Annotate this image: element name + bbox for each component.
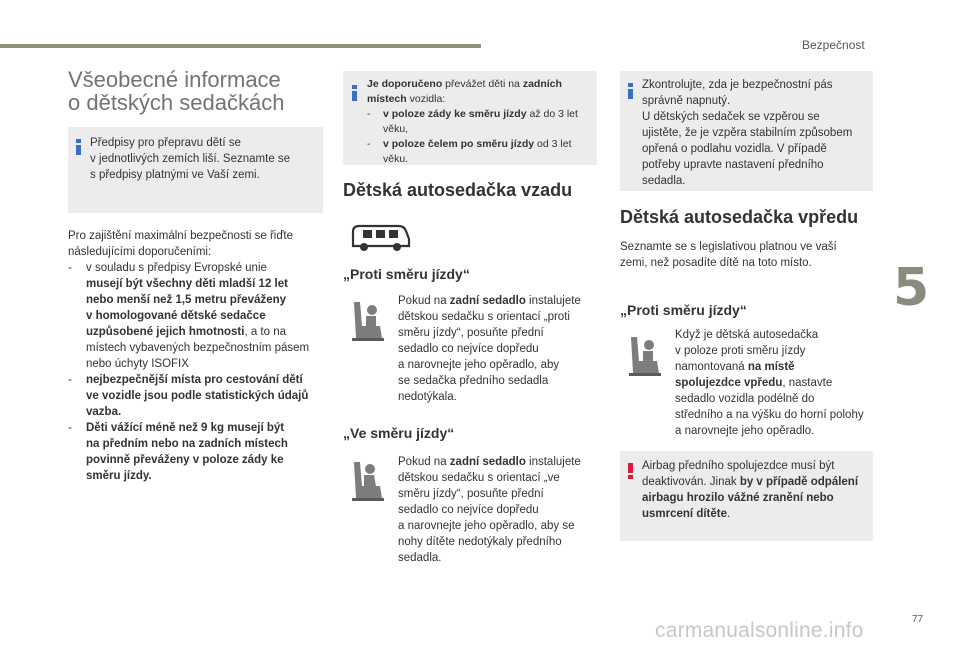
subheading-text: Ve směru jízdy	[350, 425, 448, 441]
subheading-text: Proti směru jízdy	[627, 302, 740, 318]
bullet-dash: -	[68, 374, 72, 386]
bold-text: uzpůsobené jejich hmotnosti	[86, 326, 245, 338]
text-line: vazba.	[86, 406, 122, 418]
text-line: správně napnutý.	[642, 95, 731, 107]
text-line: a narovnejte jeho opěradlo, aby se	[398, 520, 575, 532]
subheading	[343, 425, 454, 441]
bold-text: místech	[367, 93, 407, 105]
text: instalujete	[525, 456, 581, 468]
quote-mark: „	[343, 266, 350, 282]
intro-line: následujícími doporučeními:	[68, 246, 212, 258]
text-line: nebo menší než 1,5 metru převáženy	[86, 294, 287, 306]
bold-text: zadní sedadlo	[449, 295, 526, 307]
intro-line: Pro zajištění maximální bezpečnosti se řiďte	[68, 230, 294, 242]
title-line: Všeobecné informace	[68, 67, 281, 92]
text-line: sedadlo vozidla podélně do	[675, 393, 815, 405]
quote-mark: „	[620, 302, 627, 318]
text-line: airbagu hrozilo vážné zranění nebo	[642, 492, 834, 504]
text-line: sedadla.	[642, 175, 686, 187]
text-line: Když je dětská autosedačka	[675, 329, 819, 341]
text: Pokud na	[398, 295, 450, 307]
info-line: v jednotlivých zemích liší. Seznamte se	[90, 153, 291, 165]
quote-mark: „	[343, 425, 350, 441]
title-line: o dětských sedačkách	[68, 90, 285, 115]
text: Pokud na	[398, 456, 450, 468]
text: převážet děti na	[442, 78, 523, 90]
header-rule	[0, 44, 481, 48]
text-line: středního a na výšku do horní polohy	[675, 409, 864, 421]
bullet-dash: -	[367, 138, 371, 150]
text-line	[642, 506, 874, 522]
info-icon	[352, 85, 357, 101]
bold-text: v poloze zády ke směru jízdy	[383, 108, 527, 120]
bold-text: by v případě odpálení	[739, 476, 859, 488]
text-line: dětskou sedačku s orientací „ve	[398, 472, 560, 484]
text-line	[398, 454, 598, 470]
list-item	[68, 420, 330, 484]
text-line	[642, 474, 874, 490]
text-line: na předním nebo na zadních místech	[86, 438, 288, 450]
text-line: sedadlo co nejvíce dopředu	[398, 343, 539, 355]
text-line: Děti vážící méně než 9 kg musejí být	[86, 422, 285, 434]
info-line: s předpisy platnými ve Vaší zemi.	[90, 169, 260, 181]
text-line: nebo úchyty ISOFIX	[86, 358, 189, 370]
text-line: směru jízdy.	[86, 470, 152, 482]
text-line: potřeby upravte nastavení předního	[642, 159, 824, 171]
bold-text: zadních	[522, 78, 562, 90]
info-icon	[76, 139, 81, 155]
info-box	[68, 127, 323, 213]
text-line: Zkontrolujte, zda je bezpečnostní pás	[642, 79, 833, 91]
child-seat-rear-facing-icon	[627, 335, 663, 377]
list-item	[367, 137, 595, 167]
text-line	[675, 359, 875, 375]
bullet-dash: -	[68, 262, 72, 274]
section-title: Bezpečnost	[802, 38, 865, 52]
subheading-text: Proti směru jízdy	[350, 266, 463, 282]
text: deaktivován. Jinak	[642, 476, 740, 488]
text-line: ujistěte, že je vzpěra stabilním způsobem	[642, 127, 853, 139]
info-box	[343, 71, 597, 165]
subheading	[620, 302, 747, 318]
info-box	[620, 71, 873, 191]
van-icon	[349, 222, 411, 254]
bold-text: spolujezdce vpředu	[675, 377, 783, 389]
bold-text: v poloze čelem po směru jízdy	[383, 138, 535, 150]
text-line: směru jízdy“, posuňte přední	[398, 488, 544, 500]
quote-mark: “	[739, 302, 747, 318]
text-line: zemi, než posadíte dítě na toto místo.	[620, 257, 812, 269]
bold-text: Je doporučeno	[367, 78, 443, 90]
text: namontovaná	[675, 361, 748, 373]
recommendations	[68, 228, 330, 484]
text-line	[367, 92, 595, 107]
text-line: nejbezpečnější místa pro cestování dětí	[86, 374, 303, 386]
info-line: Předpisy pro přepravu dětí se	[90, 137, 241, 149]
text-line: a narovnejte jeho opěradlo.	[675, 425, 815, 437]
text-line: se sedačka předního sedadla	[398, 375, 549, 387]
warning-icon	[628, 463, 633, 479]
text-line: ve vozidle jsou podle statistických údajů	[86, 390, 309, 402]
list-item	[68, 372, 330, 420]
text: až do 3 let	[526, 108, 578, 120]
child-seat-forward-facing-icon	[350, 460, 386, 502]
bullet-dash: -	[367, 108, 371, 120]
child-seat-rear-facing-icon	[350, 300, 386, 342]
text-line: místech vybavených bezpečnostním pásem	[86, 342, 310, 354]
text-line: nohy dítěte nedotýkaly předního	[398, 536, 562, 548]
text-line: sedadlo co nejvíce dopředu	[398, 504, 539, 516]
chapter-number: 5	[893, 258, 930, 318]
text-line: a narovnejte jeho opěradlo, aby	[398, 359, 560, 371]
text-line	[367, 77, 595, 92]
info-icon	[628, 83, 633, 99]
text: od 3 let věku.	[383, 138, 572, 165]
paragraph	[398, 293, 598, 405]
bullet-dash: -	[68, 422, 72, 434]
text-line: Seznamte se s legislativou platnou ve vaší	[620, 241, 837, 253]
paragraph	[398, 454, 598, 566]
bold-text: na místě	[747, 361, 795, 373]
text-line: Airbag předního spolujezdce musí být	[642, 460, 835, 472]
list-item	[68, 260, 330, 372]
section-heading: Dětská autosedačka vpředu	[620, 207, 859, 227]
text-line: U dětských sedaček se vzpěrou se	[642, 111, 820, 123]
bold-text: usmrcení dítěte	[642, 508, 727, 520]
text-line: věku,	[383, 123, 409, 135]
page-title	[68, 68, 284, 114]
text-line: dětskou sedačku s orientací „proti	[398, 311, 570, 323]
text-line: opřená o podlahu vozidla. V případě	[642, 143, 827, 155]
text: instalujete	[525, 295, 581, 307]
watermark: carmanualsonline.info	[655, 619, 864, 642]
text-line: musejí být všechny děti mladší 12 let	[86, 278, 288, 290]
quote-mark: “	[447, 425, 455, 441]
text: vozidla:	[406, 93, 446, 105]
paragraph	[675, 327, 875, 439]
text-line: sedadla.	[398, 552, 442, 564]
text: , a to na	[244, 326, 287, 338]
text-line: v homologované dětské sedačce	[86, 310, 266, 322]
list-item	[367, 107, 595, 137]
text-line: v souladu s předpisy Evropské unie	[86, 262, 267, 274]
section-heading: Dětská autosedačka vzadu	[343, 180, 573, 200]
text-line: povinně převáženy v poloze zády ke	[86, 454, 284, 466]
bold-text: zadní sedadlo	[449, 456, 526, 468]
text-line: nedotýkala.	[398, 391, 457, 403]
text-line	[675, 375, 875, 391]
text-line	[86, 324, 309, 340]
text: .	[727, 508, 731, 520]
text-line: v poloze proti směru jízdy	[675, 345, 806, 357]
text-line: směru jízdy“, posuňte přední	[398, 327, 544, 339]
warning-box	[620, 451, 873, 541]
quote-mark: “	[462, 266, 470, 282]
page-number: 77	[912, 614, 924, 625]
text-line	[398, 293, 598, 309]
paragraph	[620, 239, 875, 271]
text: , nastavte	[782, 377, 833, 389]
subheading	[343, 266, 470, 282]
